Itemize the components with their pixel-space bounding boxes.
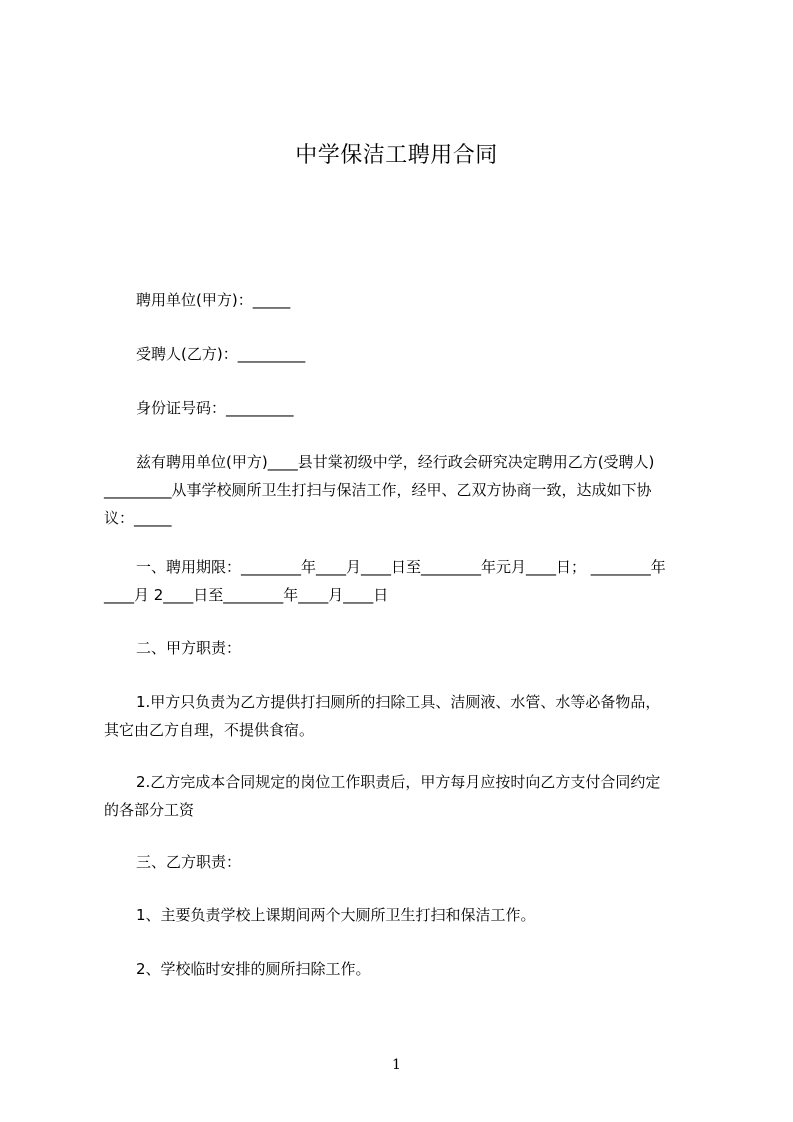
party-b-duty-1 <box>104 901 709 929</box>
paragraph-line: 聘用单位(甲方)：_____ <box>136 291 291 309</box>
paragraph-line: 2、学校临时安排的厕所扫除工作。 <box>136 960 371 978</box>
paragraph-line: 1、主要负责学校上课期间两个大厕所卫生打扫和保洁工作。 <box>136 906 536 924</box>
section-heading-party-a <box>104 634 709 662</box>
paragraph-line: 的各部分工资 <box>104 801 195 819</box>
paragraph-line: 其它由乙方自理，不提供食宿。 <box>104 721 315 739</box>
intro-paragraph <box>104 448 709 532</box>
paragraph-line: 二、甲方职责： <box>136 639 242 657</box>
paragraph-line: 身份证号码：_________ <box>136 399 294 417</box>
section-heading-party-b <box>104 848 709 876</box>
party-a-duty-2 <box>104 768 709 824</box>
party-a-duty-1 <box>104 688 709 744</box>
paragraph-line: 1.甲方只负责为乙方提供打扫厕所的扫除工具、洁厕液、水管、水等必备物品， <box>136 693 661 711</box>
paragraph-line: 一、聘用期限：________年____月____日至________年元月____日； ________年 <box>136 558 666 576</box>
paragraph-line: ____月 2____日至________年____月____日 <box>104 586 389 604</box>
paragraph-line: 受聘人(乙方)：_________ <box>136 345 306 363</box>
section-term <box>104 553 709 609</box>
employee-field <box>104 340 709 368</box>
paragraph-line: 议：_____ <box>104 509 172 527</box>
page-number: 1 <box>392 1057 401 1073</box>
id-number-field <box>104 394 709 422</box>
paragraph-line: _________从事学校厕所卫生打扫与保洁工作，经甲、乙双方协商一致，达成如下协 <box>104 481 652 499</box>
party-b-duty-2 <box>104 955 709 983</box>
paragraph-line: 三、乙方职责： <box>136 853 242 871</box>
paragraph-line: 兹有聘用单位(甲方)____县甘棠初级中学，经行政会研究决定聘用乙方(受聘人) <box>136 453 655 471</box>
document-title: 中学保洁工聘用合同 <box>295 143 498 168</box>
paragraph-line: 2.乙方完成本合同规定的岗位工作职责后，甲方每月应按时向乙方支付合同约定 <box>136 773 661 791</box>
employer-field <box>104 286 709 314</box>
